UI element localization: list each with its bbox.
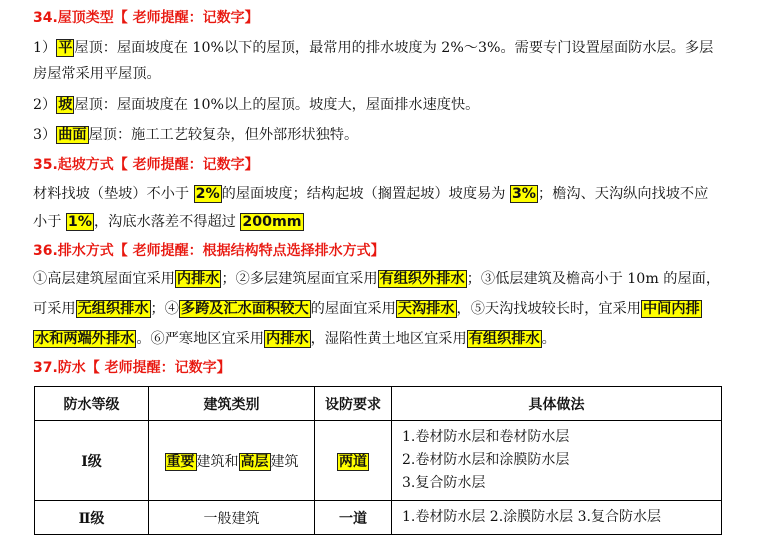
- highlight: 内排水: [266, 331, 309, 347]
- category-cell: 一般建筑: [149, 501, 315, 535]
- requirement-cell: 一道: [315, 501, 392, 535]
- col-header: 设防要求: [315, 387, 392, 421]
- section-34-title: 34.屋顶类型【 老师提醒：记数字】: [33, 10, 259, 26]
- highlight-flat: 平: [58, 40, 73, 56]
- requirement-cell: [315, 421, 392, 501]
- s34-line-2: 房屋常采用平屋顶。: [33, 66, 161, 82]
- text: 可采用: [33, 301, 76, 317]
- s34-line-4: [33, 125, 358, 145]
- text: ；③低层建筑及檐高小于 10m 的屋面，: [466, 271, 721, 287]
- text: 1）: [33, 40, 57, 56]
- text: ，沟底水落差不得超过: [93, 214, 241, 230]
- highlight: 有组织排水: [468, 331, 540, 347]
- text: 3）: [33, 127, 57, 143]
- s36-line-2: [33, 299, 702, 319]
- text: 建筑和: [196, 453, 239, 470]
- text: 屋顶：屋面坡度在 10%以下的屋顶，最常用的排水坡度为 2%～3%。需要专门设置屋面防水层。多层: [74, 40, 714, 56]
- highlight: 水和两端外排水: [35, 331, 135, 347]
- col-header: 具体做法: [392, 387, 722, 421]
- text: 建筑: [270, 453, 299, 470]
- s36-line-1: [33, 269, 720, 289]
- waterproof-table: [34, 386, 722, 535]
- highlight: 高层: [240, 453, 269, 470]
- level-cell: Ⅱ级: [35, 501, 149, 535]
- text: ；②多层建筑屋面宜采用: [221, 271, 378, 287]
- highlight: 多跨及汇水面积较大: [180, 301, 309, 317]
- text: ，⑤天沟找坡较长时，宜采用: [456, 301, 641, 317]
- text: ，湿陷性黄土地区宜采用: [310, 331, 467, 347]
- method-item: 2.卷材防水层和涂膜防水层: [402, 452, 570, 468]
- s35-line-2: [33, 212, 304, 232]
- method-item: 3.复合防水层: [402, 475, 486, 491]
- method-item: 1.卷材防水层和卷材防水层: [402, 429, 570, 445]
- section-36-title: 36.排水方式【 老师提醒：根据结构特点选择排水方式】: [33, 243, 385, 259]
- highlight: 有组织外排水: [379, 271, 465, 287]
- section-35-title: 35.起坡方式【 老师提醒：记数字】: [33, 157, 259, 173]
- highlight-1pct: 1%: [67, 214, 92, 230]
- text: ；檐沟、天沟纵向找坡不应: [538, 186, 709, 202]
- text: 屋顶：屋面坡度在 10%以上的屋顶。坡度大，屋面排水速度快。: [74, 97, 480, 113]
- table-header-row: [35, 387, 722, 421]
- highlight: 内排水: [176, 271, 220, 287]
- highlight-curved: 曲面: [58, 127, 87, 143]
- s34-line-1: [33, 38, 713, 58]
- highlight: 中间内排: [642, 301, 700, 317]
- s36-line-3: [33, 329, 556, 349]
- methods-cell: [392, 421, 722, 501]
- s34-line-3: [33, 95, 479, 115]
- text: 屋顶：施工工艺较复杂，但外部形状独特。: [88, 127, 359, 143]
- text: 材料找坡（垫坡）不小于: [33, 186, 194, 202]
- text: 小于: [33, 214, 66, 230]
- text: 。: [541, 331, 556, 347]
- highlight-200mm: 200mm: [242, 214, 302, 230]
- table-row: [35, 501, 722, 535]
- highlight-3pct: 3%: [511, 186, 537, 202]
- text: 2）: [33, 97, 57, 113]
- highlight: 天沟排水: [397, 301, 455, 317]
- highlight: 两道: [339, 453, 367, 470]
- text: ；④: [150, 301, 179, 317]
- text: ①高层建筑屋面宜采用: [33, 271, 175, 287]
- text: 的屋面宜采用: [310, 301, 396, 317]
- s35-line-1: [33, 184, 708, 204]
- text: 的屋面坡度；结构起坡（搁置起坡）坡度易为: [221, 186, 510, 202]
- table-row: [35, 421, 722, 501]
- highlight: 重要: [166, 453, 195, 470]
- level-cell: Ⅰ级: [35, 421, 149, 501]
- highlight: 无组织排水: [77, 301, 149, 317]
- col-header: 建筑类别: [149, 387, 315, 421]
- methods-cell: 1.卷材防水层 2.涂膜防水层 3.复合防水层: [392, 501, 722, 535]
- col-header: 防水等级: [35, 387, 149, 421]
- category-cell: [149, 421, 315, 501]
- highlight-slope: 坡: [58, 97, 73, 113]
- section-37-title: 37.防水【 老师提醒：记数字】: [33, 360, 231, 376]
- text: 。⑥严寒地区宜采用: [136, 331, 265, 347]
- highlight-2pct: 2%: [195, 186, 220, 202]
